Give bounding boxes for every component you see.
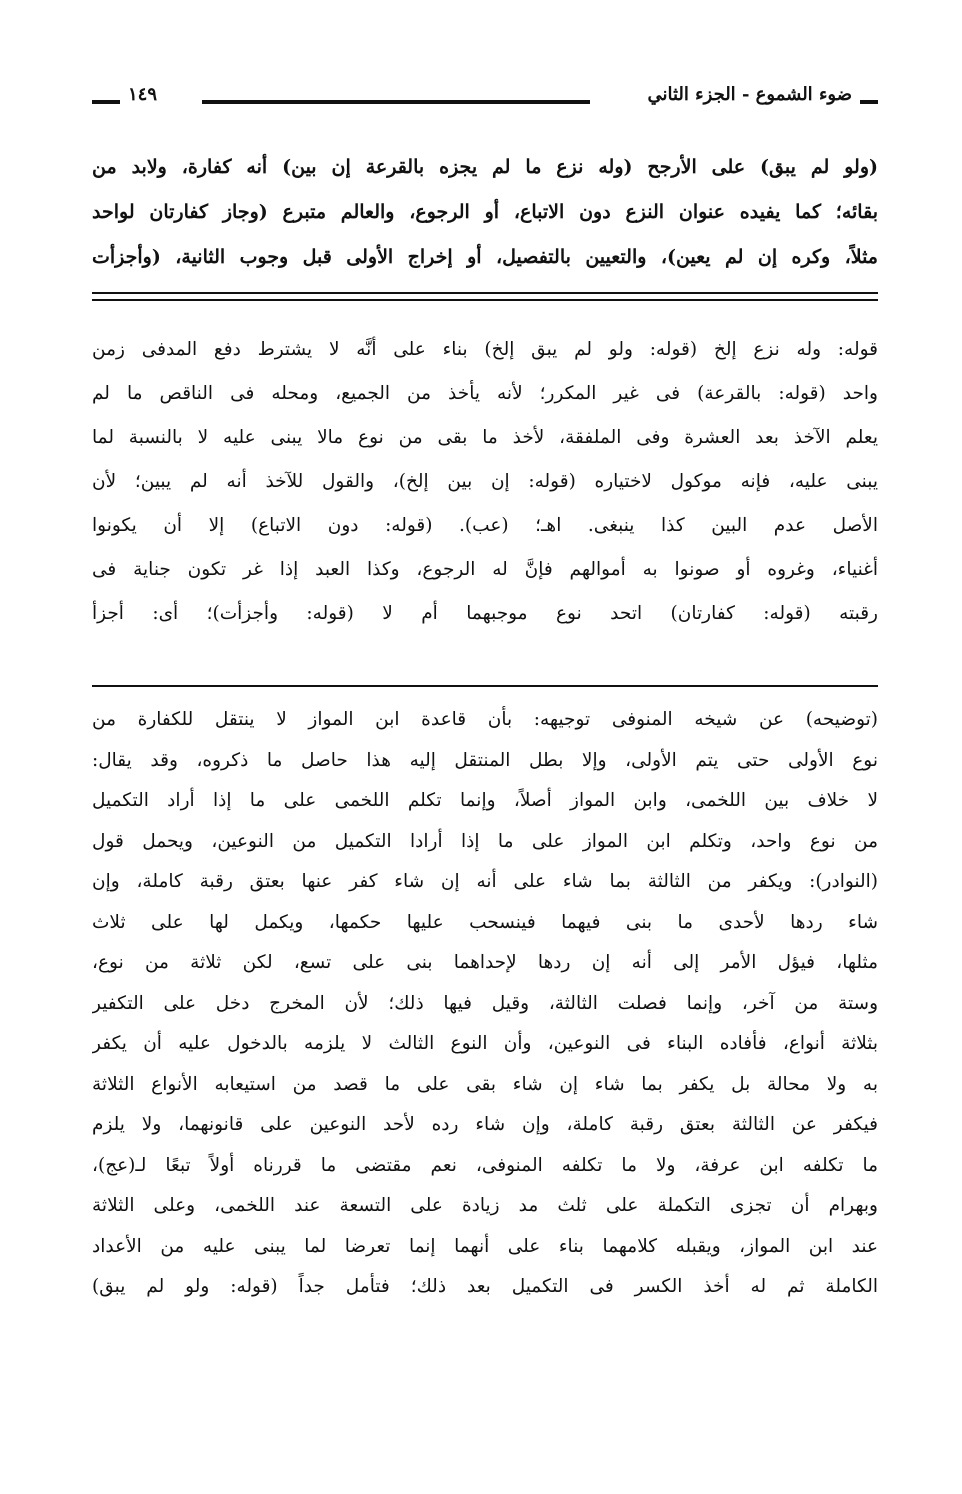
footnote-line: نوع الأولى حتى يتم الأولى، وإلا بطل المنتقل إليه هذا حاصل ما ذكروه، وقد يقال: xyxy=(92,749,878,771)
footnote-line: وستة من آخر، وإنما فصلت الثالثة، وقيل فيها ذلك؛ لأن المخرج دخل على التكفير xyxy=(92,992,878,1014)
footnote-line: عند ابن المواز، ويقبله كلامهما بناء على أنهما إنما تعرضا لما يبنى عليه من الأعداد xyxy=(92,1235,878,1257)
main-line: (ولو لم يبق) على الأرجح (وله نزع ما لم يجزه بالقرعة إن بين) أنه كفارة، ولابد من xyxy=(92,156,878,178)
commentary-line: رقبته (قوله: كفارتان) اتحد نوع موجبهما أم لا (قوله: وأجزأت)؛ أى: أجزأ xyxy=(92,603,878,624)
page-number: ١٤٩ xyxy=(128,84,158,105)
footnote-separator xyxy=(92,685,878,687)
footnote-line: شاء ردها لأحدى ما بنى فيهما فينسحب عليها حكمها، ويكمل لها على ثلاث xyxy=(92,911,878,933)
commentary-line: واحد (قوله: بالقرعة) فى غير المكرر؛ لأنه يأخذ من الجميع، ومحله فى الناقص ما لم xyxy=(92,383,878,404)
footnote-line: (توضيحه) عن شيخه المنوفى توجيهه: بأن قاعدة ابن المواز لا ينتقل للكفارة من xyxy=(92,709,878,730)
footnote-line: مثلها، فيؤل الأمر إلى أنه إن ردها لإحداهما بنى على تسع، لكن ثلاثة من نوع، xyxy=(92,952,878,973)
commentary-line: يبنى عليه، فإنه موكول لاختياره (قوله: إن بين إلخ)، والقول للآخذ أنه لم يبين؛ لأن xyxy=(92,471,878,492)
commentary-line: أغنياء، وغروه أو صونوا به أموالهم فإنَّ له الرجوع، وكذا العبد إذا غر تكون جناية فى xyxy=(92,559,878,580)
footnote-line: الكاملة ثم له أخذ الكسر فى التكميل بعد ذلك؛ فتأمل جداً (قوله: ولو لم يبق) xyxy=(92,1276,878,1297)
footnote-line: به ولا محالة بل يكفر بما شاء إن شاء بقى على ما قصد من استيعابه الأنواع الثلاثة xyxy=(92,1073,878,1095)
footnote-line: ما تكلفه ابن عرفة، ولا ما تكلفه المنوفى، نعم مقتضى ما قررناه أولاً تبعًا لـ(عج)، xyxy=(92,1154,878,1176)
footnote-text xyxy=(92,700,878,1308)
footnote-line: وبهرام أن تجزى التكملة على ثلث مد زيادة على التسعة عند اللخمى، وعلى الثلاثة xyxy=(92,1195,878,1216)
double-rule-top xyxy=(92,292,878,294)
header-dash-right xyxy=(860,100,878,104)
footnote-line: (النوادر): ويكفر من الثالثة بما شاء على أنه إن شاء كفر عنها بعتق رقبة كاملة، وإن xyxy=(92,871,878,892)
header-dash-left xyxy=(92,100,120,104)
commentary-line: الأصل عدم البين كذا ينبغى. اهـ؛ (عب). (قوله: دون الاتباع) إلا أن يكونوا xyxy=(92,515,878,536)
main-line: مثلاً، وكره إن لم يعين)، والتعيين بالتفصيل، أو إخراج الأولى قبل وجوب الثانية، (وأجزأت xyxy=(92,246,878,268)
running-header xyxy=(92,84,878,118)
footnote-line: بثلاثة أنواع، فأفاده البناء فى النوعين، وأن النوع الثالث لا يلزمه بالدخول عليه أن يكفر xyxy=(92,1033,878,1054)
footnote-line: من نوع واحد، وتكلم ابن المواز على ما إذا أرادا التكميل من النوعين، ويحمل قول xyxy=(92,830,878,852)
main-line: بقائه؛ كما يفيده عنوان النزع دون الاتباع، أو الرجوع، والعالم متبرع (وجاز كفارتان لواحد xyxy=(92,201,878,223)
commentary-line: قوله: وله نزع إلخ (قوله: ولو لم يبق إلخ) بناء على أنَّه لا يشترط دفع المدفى زمن xyxy=(92,339,878,360)
header-title: ضوء الشموع - الجزء الثاني xyxy=(647,84,852,105)
header-rule xyxy=(202,100,590,104)
commentary-line: يعلم الآخذ بعد العشرة وفى الملفقة، لأخذ ما بقى من نوع مالا يبنى عليه لا بالنسبة لما xyxy=(92,427,878,448)
footnote-line: لا خلاف بين اللخمى، وابن المواز أصلاً، وإنما تكلم اللخمى على ما إذا أراد التكميل xyxy=(92,790,878,811)
main-text xyxy=(92,145,878,280)
commentary-text xyxy=(92,328,878,636)
double-rule-bottom xyxy=(92,299,878,301)
footnote-line: فيكفر عن الثالثة بعتق رقبة كاملة، وإن شاء رده لأحد النوعين على قانونهما، ولا يلزم xyxy=(92,1114,878,1135)
